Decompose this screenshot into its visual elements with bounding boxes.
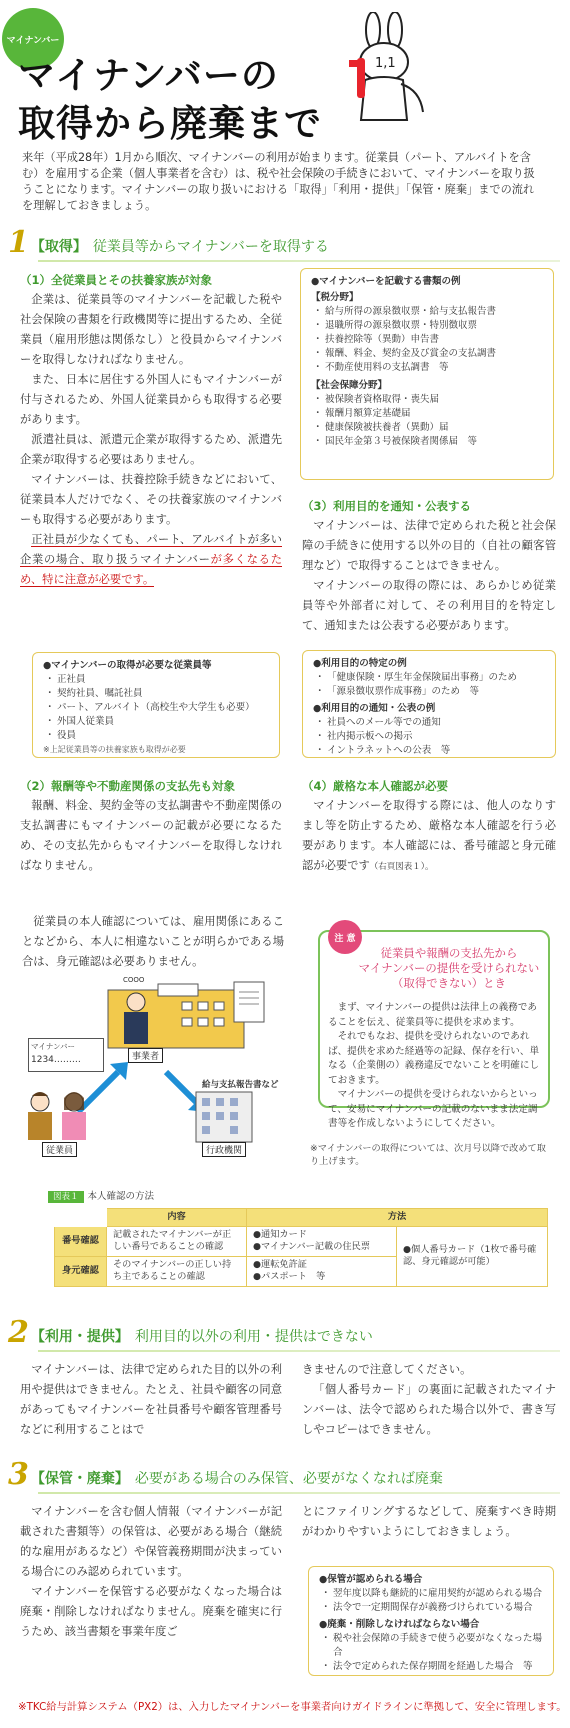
sec3-box-item: ・ 翌年度以降も継続的に雇用契約が認められる場合 bbox=[319, 1587, 543, 1601]
box1-item: ・ 役員 bbox=[43, 729, 269, 743]
row-head: 番号確認 bbox=[55, 1226, 107, 1256]
sec2-p1-left: マイナンバーは、法律で定められた目的以外の利用や提供はできません。たとえ、社員や顧客の同意があってもマイナンバーを社員番号や顧客管理番号などに利用することはで bbox=[20, 1363, 282, 1436]
table-row bbox=[55, 1226, 548, 1256]
section-1-rule bbox=[38, 260, 560, 262]
caution-b2: それでもなお、提供を受けられないのであれば、提供を求めた経過等の記録、保存を行い、単なる（企業側の）義務違反でないことを明確にしておきます。 bbox=[328, 1031, 540, 1086]
label-employee: 従業員 bbox=[42, 1142, 77, 1157]
section-1-header bbox=[8, 225, 329, 260]
sec1-col-left-3 bbox=[22, 912, 284, 972]
card-number: 1234……… bbox=[31, 1055, 81, 1065]
box2-tax-item: ・ 報酬、料金、契約金及び賞金の支払調書 bbox=[311, 347, 543, 361]
col-method: 方法 bbox=[247, 1209, 548, 1227]
box1-note: ※上記従業員等の扶養家族も取得が必要 bbox=[43, 745, 186, 754]
sec1-p5b: が多くなるため、特に注意が必要です。 bbox=[20, 553, 282, 586]
box3-item: ・ イントラネットへの公表 等 bbox=[313, 744, 545, 758]
flow-illustration bbox=[20, 976, 300, 1156]
section-1-tag: 【取得】 bbox=[30, 239, 87, 255]
section-3-number: 3 bbox=[8, 1457, 29, 1492]
sec1-sub2: （2）報酬等や不動産関係の支払先も対象 bbox=[20, 779, 235, 793]
sec1-col-right-2 bbox=[302, 796, 556, 877]
section-1-number: 1 bbox=[8, 225, 29, 260]
employees-icon bbox=[20, 1088, 100, 1144]
box2-tax-item: ・ 不動産使用料の支払調書 等 bbox=[311, 361, 543, 375]
box1-item: ・ 正社員 bbox=[43, 673, 269, 687]
caution-body bbox=[328, 1001, 540, 1132]
figure1-label bbox=[48, 1188, 154, 1202]
employer-building-icon bbox=[98, 980, 248, 1070]
sec3-p2: マイナンバーを保管する必要がなくなった場合は廃棄・削除しなければなりません。廃棄を確実に行うため、該当書類を事業年度ご bbox=[20, 1585, 282, 1638]
sec3-p2-right: とにファイリングするなどして、廃棄すべき時期がわかりやすいようにしておきましょう。 bbox=[302, 1505, 556, 1538]
box1-head: ●マイナンバーの取得が必要な従業員等 bbox=[43, 660, 212, 671]
sec1-sub3: （3）利用目的を通知・公表する bbox=[302, 499, 471, 513]
sec1-box-documents bbox=[300, 268, 554, 480]
box1-item: ・ パート、アルバイト（高校生や大学生も必要） bbox=[43, 701, 269, 715]
box2-head: ●マイナンバーを記載する書類の例 bbox=[311, 276, 461, 287]
caution-box bbox=[318, 930, 550, 1129]
sec3-box-item: ・ 法令で一定期間保存が義務づけられている場合 bbox=[319, 1601, 543, 1615]
sec3-col-left bbox=[20, 1502, 282, 1642]
sec1-p3: 派遣社員は、派遣元企業が取得するため、派遣先企業が取得する必要はありません。 bbox=[20, 433, 282, 466]
label-doc: 給与支払報告書など bbox=[202, 1080, 279, 1090]
sec2-p1-right: きませんので注意してください。 bbox=[302, 1363, 472, 1376]
section-2-header bbox=[8, 1315, 373, 1350]
page-title bbox=[18, 52, 322, 148]
box2-ss-item: ・ 報酬月額算定基礎届 bbox=[311, 407, 543, 421]
sec1-p4: マイナンバーは、扶養控除手続きなどにおいて、従業員本人だけでなく、その扶養家族のマイナンバーも取得する必要があります。 bbox=[20, 473, 282, 526]
page-title-line1: マイナンバーの bbox=[18, 54, 279, 97]
box2-ss-item: ・ 健康保険被扶養者（異動）届 bbox=[311, 421, 543, 435]
box2-tax-head: 【税分野】 bbox=[311, 292, 359, 303]
government-building-icon bbox=[186, 1088, 266, 1144]
box1-item: ・ 契約社員、嘱託社員 bbox=[43, 687, 269, 701]
row-method-common: ●個人番号カード（1枚で番号確認、身元確認が可能） bbox=[397, 1226, 548, 1286]
sec1-p2: また、日本に居住する外国人にもマイナンバーが付与されるため、外国人従業員からも取得する必要があります。 bbox=[20, 373, 282, 426]
box3-item: ・ 「源泉徴収票作成事務」のため 等 bbox=[313, 685, 545, 699]
box2-ss-head: 【社会保障分野】 bbox=[311, 380, 388, 391]
sec3-box-head2: ●廃棄・削除しなければならない場合 bbox=[319, 1619, 480, 1630]
sec1-p8: マイナンバーの取得の際には、あらかじめ従業員等や外部者に対して、その利用目的を特定して、通知または公表する必要があります。 bbox=[302, 579, 556, 632]
sec1-box-required bbox=[32, 652, 280, 758]
sec1-col-right bbox=[302, 516, 556, 636]
label-gov: 行政機関 bbox=[202, 1142, 246, 1157]
sign-text: COOO bbox=[123, 976, 145, 984]
row-content: 記載されたマイナンバーが正しい番号であることの確認 bbox=[107, 1226, 247, 1256]
sec1-p9: マイナンバーを取得する際には、他人のなりすまし等を防止するため、厳格な本人確認を行う必要があります。本人確認には、番号確認と身元確認が必要です bbox=[302, 799, 556, 872]
page-title-line2: 取得から廃棄まで bbox=[18, 102, 322, 145]
sec1-col-left-2 bbox=[20, 796, 282, 876]
sec3-p1: マイナンバーを含む個人情報（マイナンバーが記載された書類等）の保管は、必要がある場合（継続的な雇用があるなど）や保管義務期間が決まっている場合にのみ認められています。 bbox=[20, 1505, 282, 1578]
figure1-title: 本人確認の方法 bbox=[87, 1191, 155, 1202]
sec1-col-left bbox=[20, 290, 282, 590]
box3-head1: ●利用目的の特定の例 bbox=[313, 658, 407, 669]
footer-note: ※TKC給与計算システム（PX2）は、入力したマイナンバーを事業者向けガイドラインに準拠して、安全に管理します。 bbox=[18, 1701, 567, 1713]
section-2-tag: 【利用・提供】 bbox=[30, 1329, 129, 1345]
caution-b3: マイナンバーの提供を受けられないからといって、安易にマイナンバーの記載のないまま法定調書等を作成しないようにしてください。 bbox=[328, 1089, 538, 1129]
caution-badge: 注 意 bbox=[328, 920, 362, 954]
section-2-rule bbox=[38, 1350, 560, 1352]
document-icon bbox=[230, 978, 270, 1028]
sec1-p6: 報酬、料金、契約金等の支払調書や不動産関係の支払調書にもマイナンバーの記載が必要になるため、その支払先からもマイナンバーを取得しなければなりません。 bbox=[20, 799, 282, 872]
sec1-p9-ref: （右頁図表１）。 bbox=[369, 862, 434, 872]
section-2-title: 利用目的以外の利用・提供はできない bbox=[134, 1329, 373, 1345]
box2-tax-item: ・ 給与所得の源泉徴収票・給与支払報告書 bbox=[311, 305, 543, 319]
card-title: マイナンバー bbox=[31, 1042, 75, 1051]
sec1-box-purpose bbox=[302, 650, 556, 758]
sec3-box-item: ・ 税や社会保障の手続きで使う必要がなくなった場合 bbox=[319, 1632, 543, 1660]
svg-text:1,1: 1,1 bbox=[375, 56, 396, 71]
sec2-col-right bbox=[302, 1360, 556, 1440]
section-1-title: 従業員等からマイナンバーを取得する bbox=[92, 239, 329, 255]
row-head: 身元確認 bbox=[55, 1256, 107, 1286]
caution-note: ※マイナンバーの取得については、次月号以降で改めて取り上げます。 bbox=[310, 1143, 546, 1167]
box3-head2: ●利用目的の通知・公表の例 bbox=[313, 703, 436, 714]
section-3-title: 必要がある場合のみ保管、必要がなくなれば廃棄 bbox=[134, 1471, 443, 1487]
caution-b1: まず、マイナンバーの提供は法律上の義務であることを伝え、従業員等に提供を求めます。 bbox=[328, 1002, 537, 1028]
sec1-sub4: （4）厳格な本人確認が必要 bbox=[302, 779, 449, 793]
row-method: ●運転免許証 ●パスポート 等 bbox=[247, 1256, 397, 1286]
box3-item: ・ 社員へのメール等での通知 bbox=[313, 716, 545, 730]
box1-item: ・ 外国人従業員 bbox=[43, 715, 269, 729]
intro-text: 来年（平成28年）1月から順次、マイナンバーの利用が始まります。従業員（パート、アルバイトを含む）を雇用する企業（個人事業者を含む）は、税や社会保険の手続きにおいて、マイナンバーを取り扱うことになります。マイナンバーの取り扱いにおける「取得」「利用・提供」「保管・廃棄」までの流れを理解しておきましょう。 bbox=[22, 151, 535, 212]
category-badge: マイナンバー bbox=[2, 8, 64, 70]
sec1-p7: マイナンバーは、法律で定められた税と社会保障の手続きに使用する以外の目的（自社の顧客管理など）で取得することはできません。 bbox=[302, 519, 556, 572]
box2-ss-item: ・ 被保険者資格取得・喪失届 bbox=[311, 393, 543, 407]
sec1-sub1: （1）全従業員とその扶養家族が対象 bbox=[20, 273, 212, 287]
box3-item: ・ 社内掲示板への掲示 bbox=[313, 730, 545, 744]
caution-title: 従業員や報酬の支払先から マイナンバーの提供を受けられない （取得できない）とき bbox=[358, 946, 540, 990]
label-employer: 事業者 bbox=[128, 1048, 163, 1063]
row-content: そのマイナンバーの正しい持ち主であることの確認 bbox=[107, 1256, 247, 1286]
sec3-box bbox=[308, 1566, 554, 1676]
sec2-col-left bbox=[20, 1360, 282, 1440]
figure1-tag: 図表１ bbox=[48, 1191, 84, 1203]
box2-ss-item: ・ 国民年金第３号被保険者関係届 等 bbox=[311, 435, 543, 449]
sec1-p10: 従業員の本人確認については、雇用関係にあることなどから、本人に相違ないことが明らかである場合は、身元確認は必要ありません。 bbox=[22, 915, 284, 968]
section-2-number: 2 bbox=[8, 1315, 29, 1350]
section-3-rule bbox=[38, 1492, 560, 1494]
sec2-p2: 「個人番号カード」の裏面に記載されたマイナンバーは、法令で認められた場合以外で、書き写しやコピーはできません。 bbox=[302, 1383, 556, 1436]
sec3-col-right bbox=[302, 1502, 556, 1542]
box3-item: ・ 「健康保険・厚生年金保険届出事務」のため bbox=[313, 671, 545, 685]
sec3-box-item: ・ 法令で定められた保存期間を経過した場合 等 bbox=[319, 1660, 543, 1674]
section-3-tag: 【保管・廃棄】 bbox=[30, 1471, 129, 1487]
table-header-row bbox=[55, 1209, 548, 1227]
box2-tax-item: ・ 退職所得の源泉徴収票・特別徴収票 bbox=[311, 319, 543, 333]
sec3-box-head1: ●保管が認められる場合 bbox=[319, 1574, 423, 1585]
section-3-header bbox=[8, 1457, 443, 1492]
figure1-table bbox=[54, 1208, 548, 1287]
sec1-p1: 企業は、従業員等のマイナンバーを記載した税や社会保険の書類を行政機関等に提出するため、全従業員（雇用形態は関係なし）と役員からマイナンバーを取得しなければなりません。 bbox=[20, 293, 282, 366]
mascot-rabbit-icon bbox=[335, 12, 445, 127]
col-content: 内容 bbox=[107, 1209, 247, 1227]
box2-tax-item: ・ 扶養控除等（異動）申告書 bbox=[311, 333, 543, 347]
sec1-p5a: 正社員が少なくても、パート、アルバイトが多い企業の場合、取り扱うマイナンバー bbox=[20, 533, 282, 566]
row-method: ●通知カード ●マイナンバー記載の住民票 bbox=[247, 1226, 397, 1256]
